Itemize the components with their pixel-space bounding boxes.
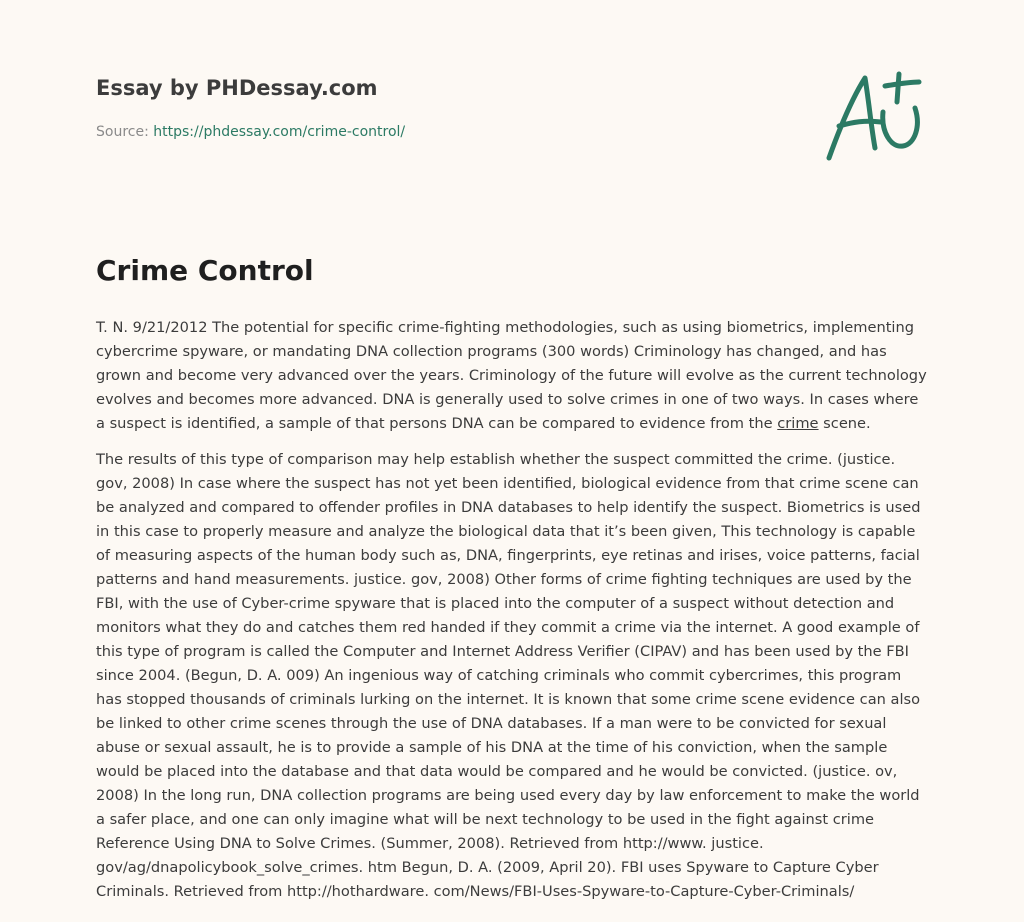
source-label: Source: [96,124,154,140]
paragraph-1-text-start: T. N. 9/21/2012 The potential for specific crime-fighting methodologies, such as using biometrics, implementing cybercrime spyware, or mandating DNA collection programs (300 words) Criminology has changed, and has grown and become very advanced over the years. Criminology of the future will evolve as the current technology evolves and becomes more advanced. DNA is generally used to solve crimes in one of two ways. In cases where a suspect is identified, a sample of that persons DNA can be compared to evidence from the [96,319,927,432]
crime-link[interactable]: crime [777,415,819,432]
essay-body [96,316,928,916]
site-title: Essay by PHDessay.com [96,76,378,100]
source-link[interactable]: https://phdessay.com/crime-control/ [153,124,406,140]
paragraph-1-text-end: scene. [818,415,871,432]
a-plus-logo-icon [825,68,925,164]
essay-title: Crime Control [96,254,314,287]
paragraph-1 [96,316,928,436]
paragraph-2: The results of this type of comparison may help establish whether the suspect committed the crime. (justice. gov, 2008) In case where the suspect has not yet been identified, biological evidence from that crime scene can be analyzed and compared to offender profiles in DNA databases to help identify the suspect. Biometrics is used in this case to properly measure and analyze the biological data that it’s been given, This technology is capable of measuring aspects of the human body such as, DNA, fingerprints, eye retinas and irises, voice patterns, facial patterns and hand measurements. justice. gov, 2008) Other forms of crime fighting techniques are used by the FBI, with the use of Cyber-crime spyware that is placed into the computer of a suspect without detection and monitors what they do and catches them red handed if they commit a crime via the internet. A good example of this type of program is called the Computer and Internet Address Verifier (CIPAV) and has been used by the FBI since 2004. (Begun, D. A. 009) An ingenious way of catching criminals who commit cybercrimes, this program has stopped thousands of criminals lurking on the internet. It is known that some crime scene evidence can also be linked to other crime scenes through the use of DNA databases. If a man were to be convicted for sexual abuse or sexual assault, he is to provide a sample of his DNA at the time of his conviction, when the sample would be placed into the database and that data would be compared and he would be convicted. (justice. ov, 2008) In the long run, DNA collection programs are being used every day by law enforcement to make the world a safer place, and one can only imagine what will be next technology to be used in the fight against crime Reference Using DNA to Solve Crimes. (Summer, 2008). Retrieved from http://www. justice. gov/ag/dnapolicybook_solve_crimes. htm Begun, D. A. (2009, April 20). FBI uses Spyware to Capture Cyber Criminals. Retrieved from http://hothardware. com/News/FBI-Uses-Spyware-to-Capture-Cyber-Criminals/ [96,451,921,900]
source-line [96,124,405,140]
